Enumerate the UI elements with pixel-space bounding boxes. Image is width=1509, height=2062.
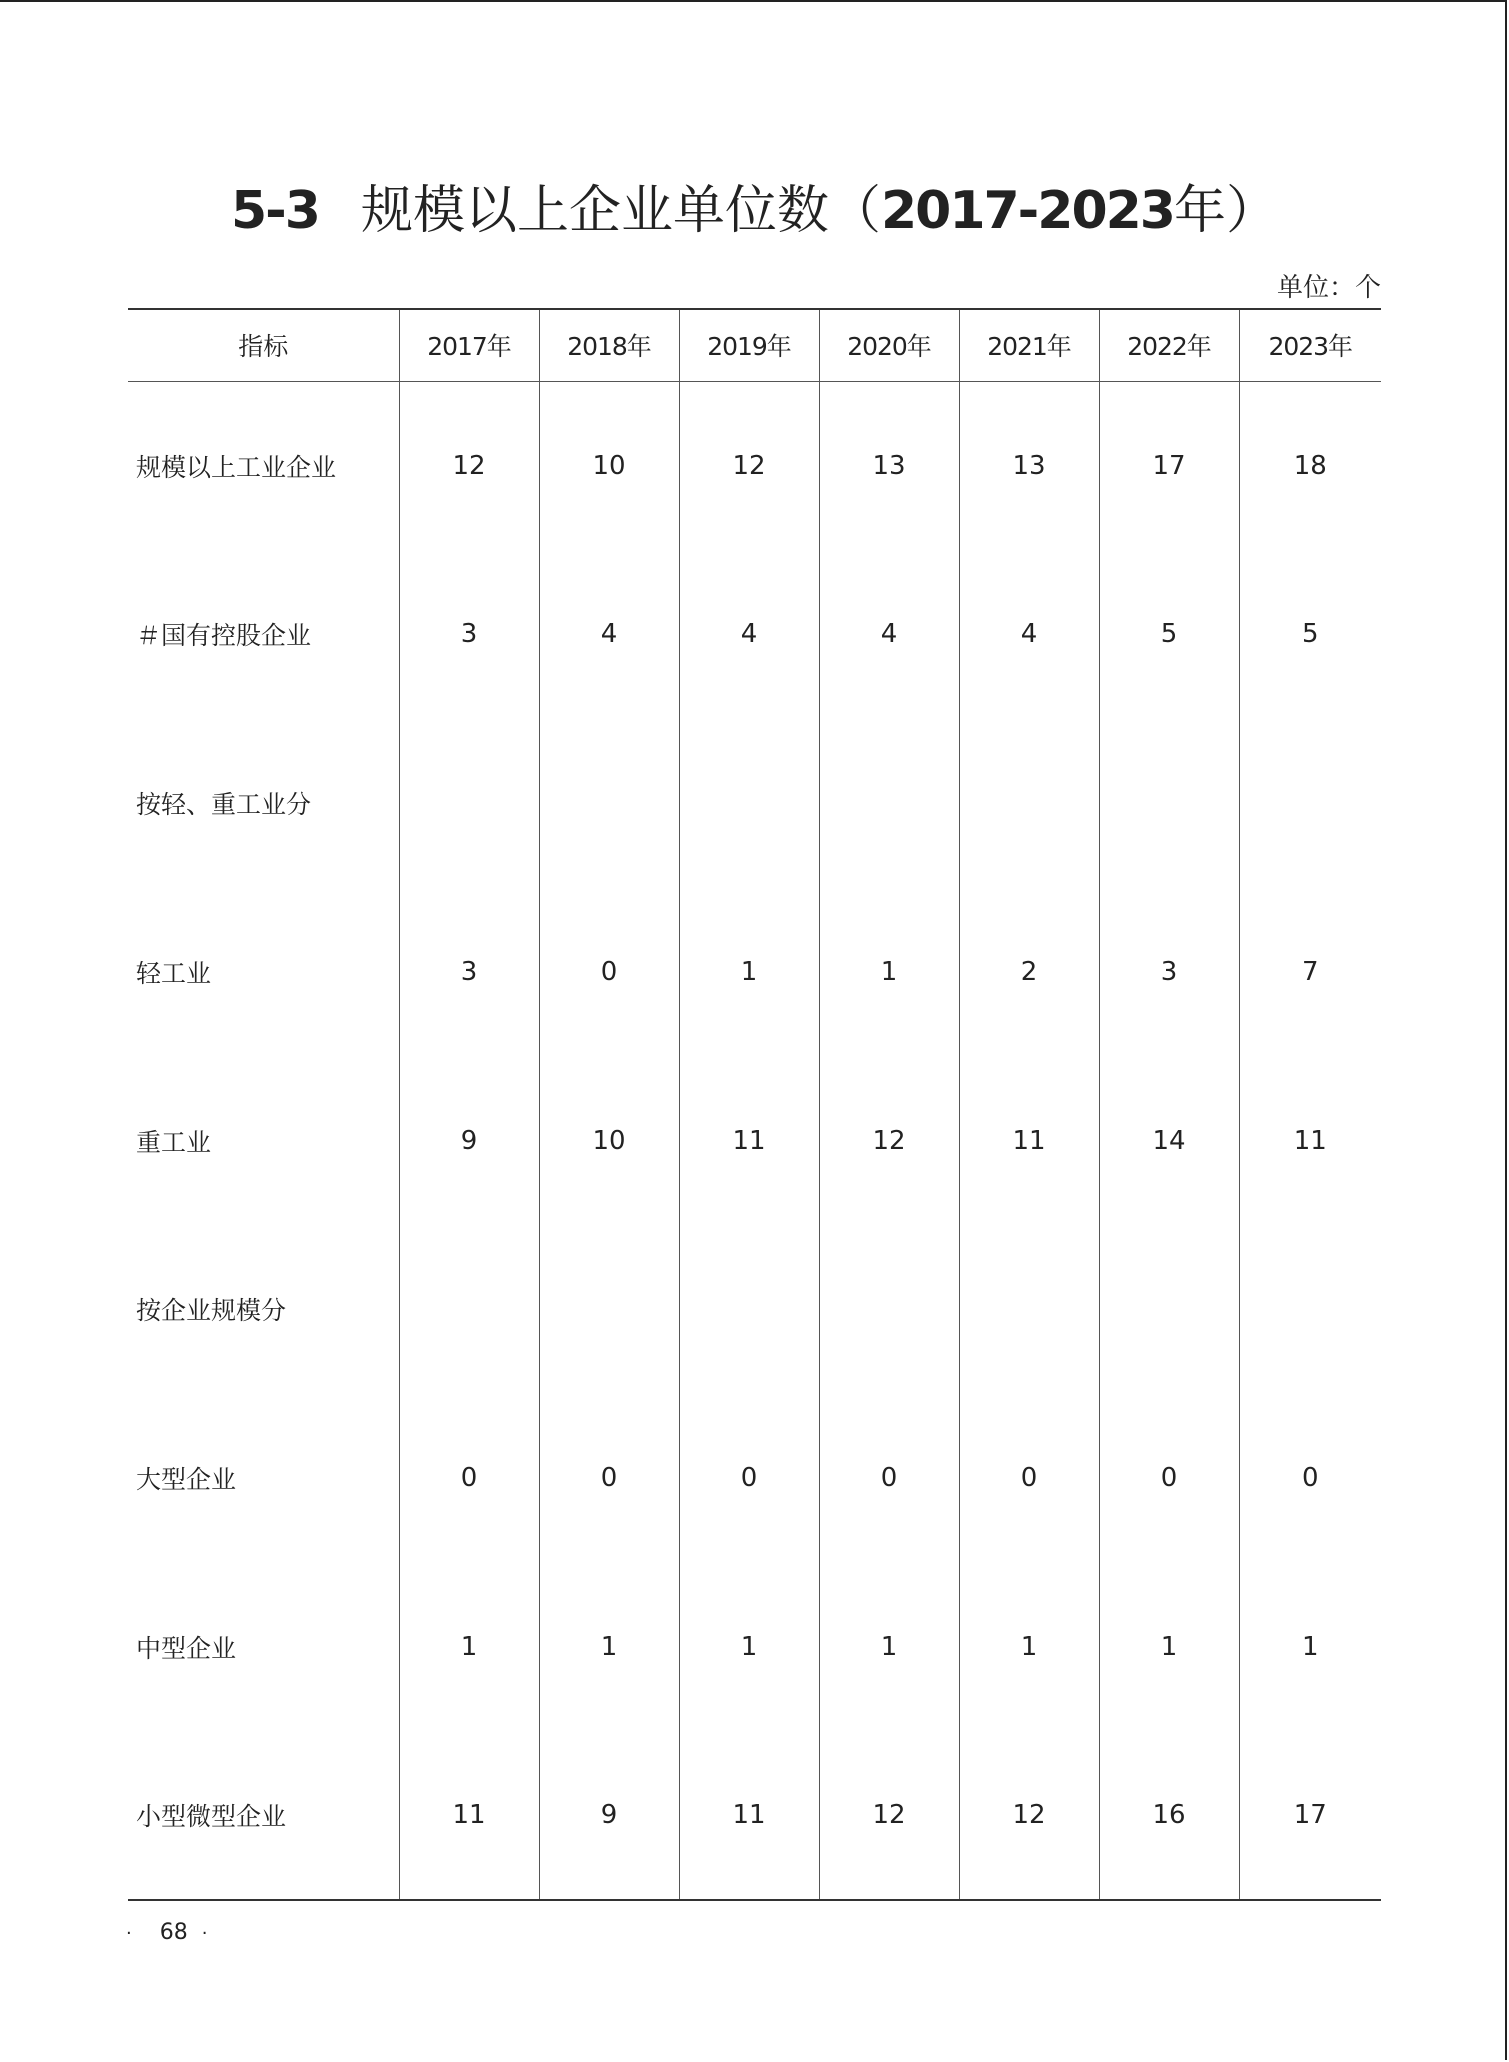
table-row (128, 887, 1381, 1056)
table-cell (819, 1225, 959, 1394)
page-number-dot-left: · (126, 1923, 132, 1944)
table-cell (679, 1225, 819, 1394)
row-label: 轻工业 (136, 958, 212, 988)
table-cell: 4 (819, 550, 959, 719)
table-cell (1099, 1225, 1239, 1394)
table-cell: 11 (959, 1056, 1099, 1225)
table-cell: 1 (1099, 1563, 1239, 1732)
table-cell: 1 (819, 887, 959, 1056)
page-number-value: 68 (159, 1920, 188, 1945)
table-cell: 1 (399, 1563, 539, 1732)
table-cell: 0 (1239, 1394, 1381, 1563)
table-cell: 12 (399, 381, 539, 550)
table-cell: 11 (1239, 1056, 1381, 1225)
table-cell: 9 (539, 1731, 679, 1900)
table-cell: 2 (959, 887, 1099, 1056)
table-cell: 0 (679, 1394, 819, 1563)
table-title-suffix: 年） (1174, 181, 1279, 241)
table-cell: 0 (539, 1394, 679, 1563)
page-number (126, 1918, 207, 1949)
table-cell: 13 (959, 381, 1099, 550)
table-cell: 0 (959, 1394, 1099, 1563)
table-row (128, 1394, 1381, 1563)
table-cell: 10 (539, 1056, 679, 1225)
table-cell: 3 (1099, 887, 1239, 1056)
row-label: 按轻、重工业分 (136, 789, 312, 819)
table-cell: 4 (539, 550, 679, 719)
table-cell (1239, 719, 1381, 888)
table-cell: 0 (539, 887, 679, 1056)
table-cell: 18 (1239, 381, 1381, 550)
table-cell: 17 (1239, 1731, 1381, 1900)
table-cell (679, 719, 819, 888)
header-indicator: 指标 (128, 309, 399, 381)
page-title (0, 176, 1509, 246)
table-cell: 0 (399, 1394, 539, 1563)
table-row (128, 1056, 1381, 1225)
table-cell: 13 (819, 381, 959, 550)
table-cell: 16 (1099, 1731, 1239, 1900)
table-cell: 12 (819, 1056, 959, 1225)
table-row (128, 381, 1381, 550)
table-cell: 1 (959, 1563, 1099, 1732)
table-cell: 17 (1099, 381, 1239, 550)
table-row (128, 1225, 1381, 1394)
table-cell: 4 (679, 550, 819, 719)
table-cell (819, 719, 959, 888)
table-cell (1099, 719, 1239, 888)
row-label: 小型微型企业 (128, 1731, 399, 1900)
table-cell: 1 (679, 887, 819, 1056)
table-cell (539, 719, 679, 888)
table-row (128, 1731, 1381, 1900)
table-cell: 7 (1239, 887, 1381, 1056)
table-cell: 11 (679, 1056, 819, 1225)
row-label: 重工业 (136, 1127, 212, 1157)
table-cell: 3 (399, 887, 539, 1056)
data-table (128, 308, 1381, 1901)
row-label: ＃国有控股企业 (136, 621, 312, 651)
table-cell: 1 (679, 1563, 819, 1732)
header-year-2019: 2019年 (679, 309, 819, 381)
table-title-name: 规模以上企业单位数（ (360, 181, 881, 241)
table-cell: 11 (679, 1731, 819, 1900)
table-cell: 9 (399, 1056, 539, 1225)
table-cell: 1 (1239, 1563, 1381, 1732)
table-cell (1239, 1225, 1381, 1394)
header-year-2018: 2018年 (539, 309, 679, 381)
header-year-2021: 2021年 (959, 309, 1099, 381)
table-cell: 12 (819, 1731, 959, 1900)
table-cell: 11 (399, 1731, 539, 1900)
table-cell (399, 1225, 539, 1394)
row-label: 按企业规模分 (136, 1296, 287, 1326)
table-cell: 10 (539, 381, 679, 550)
table-title-years: 2017-2023 (880, 181, 1174, 241)
table-cell (399, 719, 539, 888)
table-row (128, 719, 1381, 888)
row-label: 大型企业 (136, 1465, 237, 1495)
header-year-2020: 2020年 (819, 309, 959, 381)
table-cell: 0 (1099, 1394, 1239, 1563)
table-cell: 1 (539, 1563, 679, 1732)
row-label: 规模以上工业企业 (136, 452, 337, 482)
table-cell: 5 (1239, 550, 1381, 719)
header-year-2022: 2022年 (1099, 309, 1239, 381)
table-cell: 3 (399, 550, 539, 719)
table-cell: 1 (819, 1563, 959, 1732)
table-cell: 0 (819, 1394, 959, 1563)
row-label: 中型企业 (136, 1633, 237, 1663)
page-number-dot-right: · (201, 1923, 208, 1944)
table-cell (959, 1225, 1099, 1394)
table-number: 5-3 (230, 181, 319, 241)
header-row (128, 309, 1381, 381)
table-cell: 12 (959, 1731, 1099, 1900)
table-cell: 12 (679, 381, 819, 550)
table-cell (959, 719, 1099, 888)
table-cell (539, 1225, 679, 1394)
table-cell: 5 (1099, 550, 1239, 719)
header-year-2017: 2017年 (399, 309, 539, 381)
table-row (128, 550, 1381, 719)
unit-label: 单位：个 (1276, 273, 1381, 303)
table-cell: 14 (1099, 1056, 1239, 1225)
header-year-2023: 2023年 (1239, 309, 1381, 381)
table-row (128, 1563, 1381, 1732)
table-cell: 4 (959, 550, 1099, 719)
